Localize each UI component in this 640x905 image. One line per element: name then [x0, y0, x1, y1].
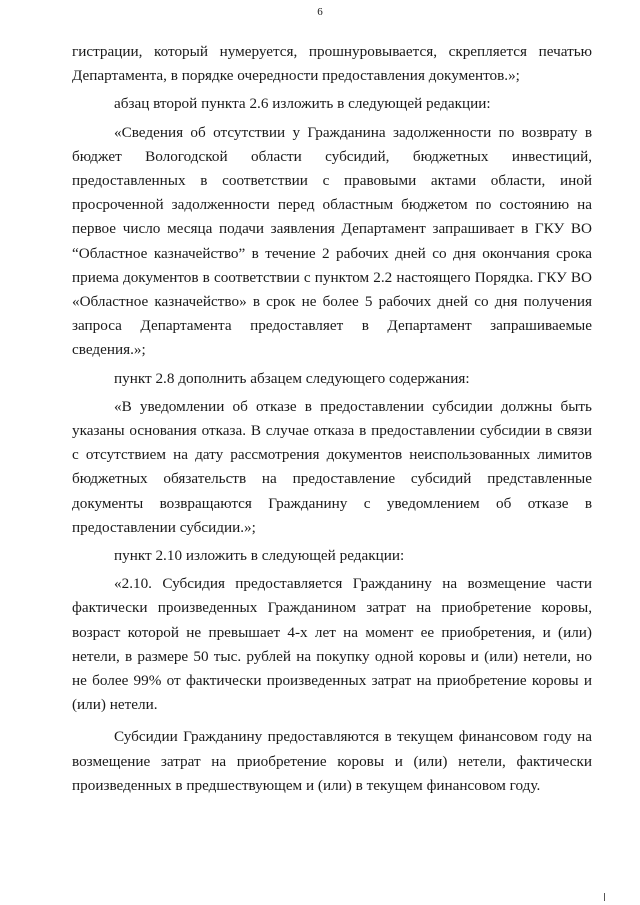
paragraph-subsidy-timing: Субсидии Гражданину предоставляются в текущем финансовом году на возмещение затрат на приобретение коровы и (или) нетели, фактически произведенных в предшествующем и (или) в текущем финансовом году. — [72, 728, 592, 794]
scan-edge-mark — [604, 893, 605, 901]
paragraph-quote-2-8: «В уведомлении об отказе в предоставлении субсидии должны быть указаны основания отказа. В случае отказа в предоставлении субсидии в связи с отсутствием на дату рассмотрения документов неиспользованных лимитов бюджетных обязательств на предоставление субсидий представленные документы возвращаются Гражданину с уведомлением об отказе в предоставлении субсидии.»; — [72, 397, 592, 536]
paragraph-quote-2-6: «Сведения об отсутствии у Гражданина задолженности по возврату в бюджет Вологодской области субсидий, бюджетных инвестиций, предоставленных в соответствии с правовыми актами области, иной просроченной задолженности перед областным бюджетом по состоянию на первое число месяца подачи заявления Департамент запрашивает в ГКУ ВО “Областное казначейство” в течение 2 рабочих дней со дня окончания срока приема документов в соответствии с пунктом 2.2 настоящего Порядка. ГКУ ВО «Областное казначейство» в срок не более 5 рабочих дней со дня получения запроса Департамента предоставляет в Департамент запрашиваемые сведения.»; — [72, 123, 592, 359]
paragraph-quote-2-10: «2.10. Субсидия предоставляется Гражданину на возмещение части фактически произведенных Гражданином затрат на приобретение коровы, возраст которой не превышает 4-х лет на момент ее приобретения, и (или) нетели, в размере 50 тыс. рублей на покупку одной коровы и (или) нетели, но не более 99% от фактически произведенных затрат на приобретение коровы и (или) нетели. — [72, 575, 592, 714]
paragraph-amendment-2-8: пункт 2.8 дополнить абзацем следующего содержания: — [114, 369, 470, 387]
document-body — [72, 40, 592, 798]
paragraph-continuation: гистрации, который нумеруется, прошнуровывается, скрепляется печатью Департамента, в порядке очередности предоставления документов.»; — [72, 43, 592, 85]
paragraph-amendment-2-10: пункт 2.10 изложить в следующей редакции: — [114, 547, 405, 565]
paragraph-amendment-2-6: абзац второй пункта 2.6 изложить в следующей редакции: — [114, 95, 491, 113]
page-number: 6 — [317, 6, 323, 18]
